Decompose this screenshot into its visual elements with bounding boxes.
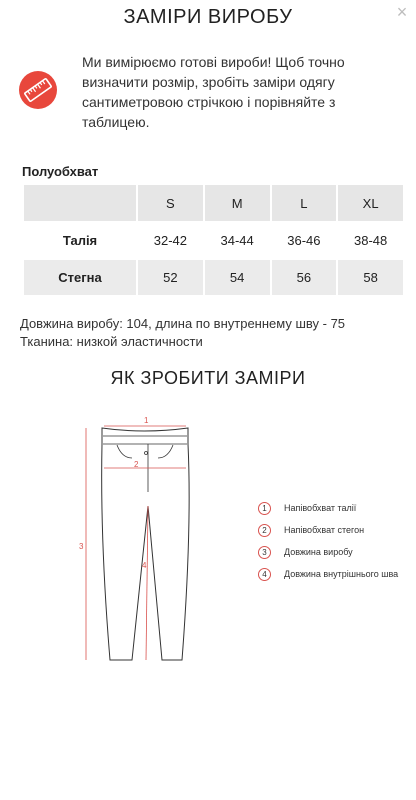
size-header: M — [205, 185, 270, 221]
table-cell: 34-44 — [220, 233, 254, 248]
legend-number: 4 — [258, 568, 271, 581]
table-cell: 52 — [138, 260, 203, 295]
howto-title: ЯК ЗРОБИТИ ЗАМІРИ — [110, 368, 306, 388]
marker-1: 1 — [144, 416, 149, 425]
legend-label: Напівобхват талії — [284, 503, 357, 513]
table-row — [24, 223, 403, 258]
size-header: S — [138, 185, 203, 221]
row-label: Стегна — [24, 260, 136, 295]
intro-text: Ми вимірюємо готові вироби! Щоб точно визначити розмір, зробіть заміри одягу сантиметровою стрічкою і порівняйте з таблицею. — [82, 54, 345, 130]
legend-item — [258, 519, 414, 541]
legend-item — [258, 497, 414, 519]
table-cell: 56 — [272, 260, 337, 295]
legend-label: Напівобхват стегон — [284, 525, 365, 535]
size-header: XL — [338, 185, 403, 221]
ruler-icon — [19, 71, 57, 109]
pants-diagram — [70, 410, 250, 680]
table-header-empty — [24, 185, 136, 221]
table-caption: Полуобхват — [22, 164, 99, 179]
legend-number: 2 — [258, 524, 271, 537]
close-icon[interactable]: × — [396, 2, 408, 22]
table-cell: 58 — [338, 260, 403, 295]
table-cell: 38-48 — [354, 233, 388, 248]
modal-title: ЗАМІРИ ВИРОБУ — [123, 6, 293, 28]
table-cell: 36-46 — [287, 233, 321, 248]
size-header: L — [272, 185, 337, 221]
marker-2: 2 — [134, 460, 139, 469]
marker-3: 3 — [79, 542, 84, 551]
table-row — [24, 260, 403, 295]
legend-label: Довжина внутрішнього шва — [284, 569, 399, 579]
legend-number: 1 — [258, 502, 271, 515]
legend-label: Довжина виробу — [284, 547, 353, 557]
row-label: Талія — [62, 233, 98, 248]
legend-item — [258, 541, 414, 563]
legend-number: 3 — [258, 546, 271, 559]
fabric-text: Тканина: низкой эластичности — [20, 334, 203, 349]
legend-item — [258, 563, 414, 585]
table-cell: 54 — [205, 260, 270, 295]
length-text: Довжина виробу: 104, длина по внутреннему шву - 75 — [20, 316, 346, 331]
product-details — [20, 315, 345, 351]
table-header-row — [24, 185, 403, 221]
table-cell: 32-42 — [153, 233, 187, 248]
diagram-legend — [258, 497, 414, 585]
size-table — [22, 183, 405, 297]
marker-4: 4 — [142, 561, 147, 570]
